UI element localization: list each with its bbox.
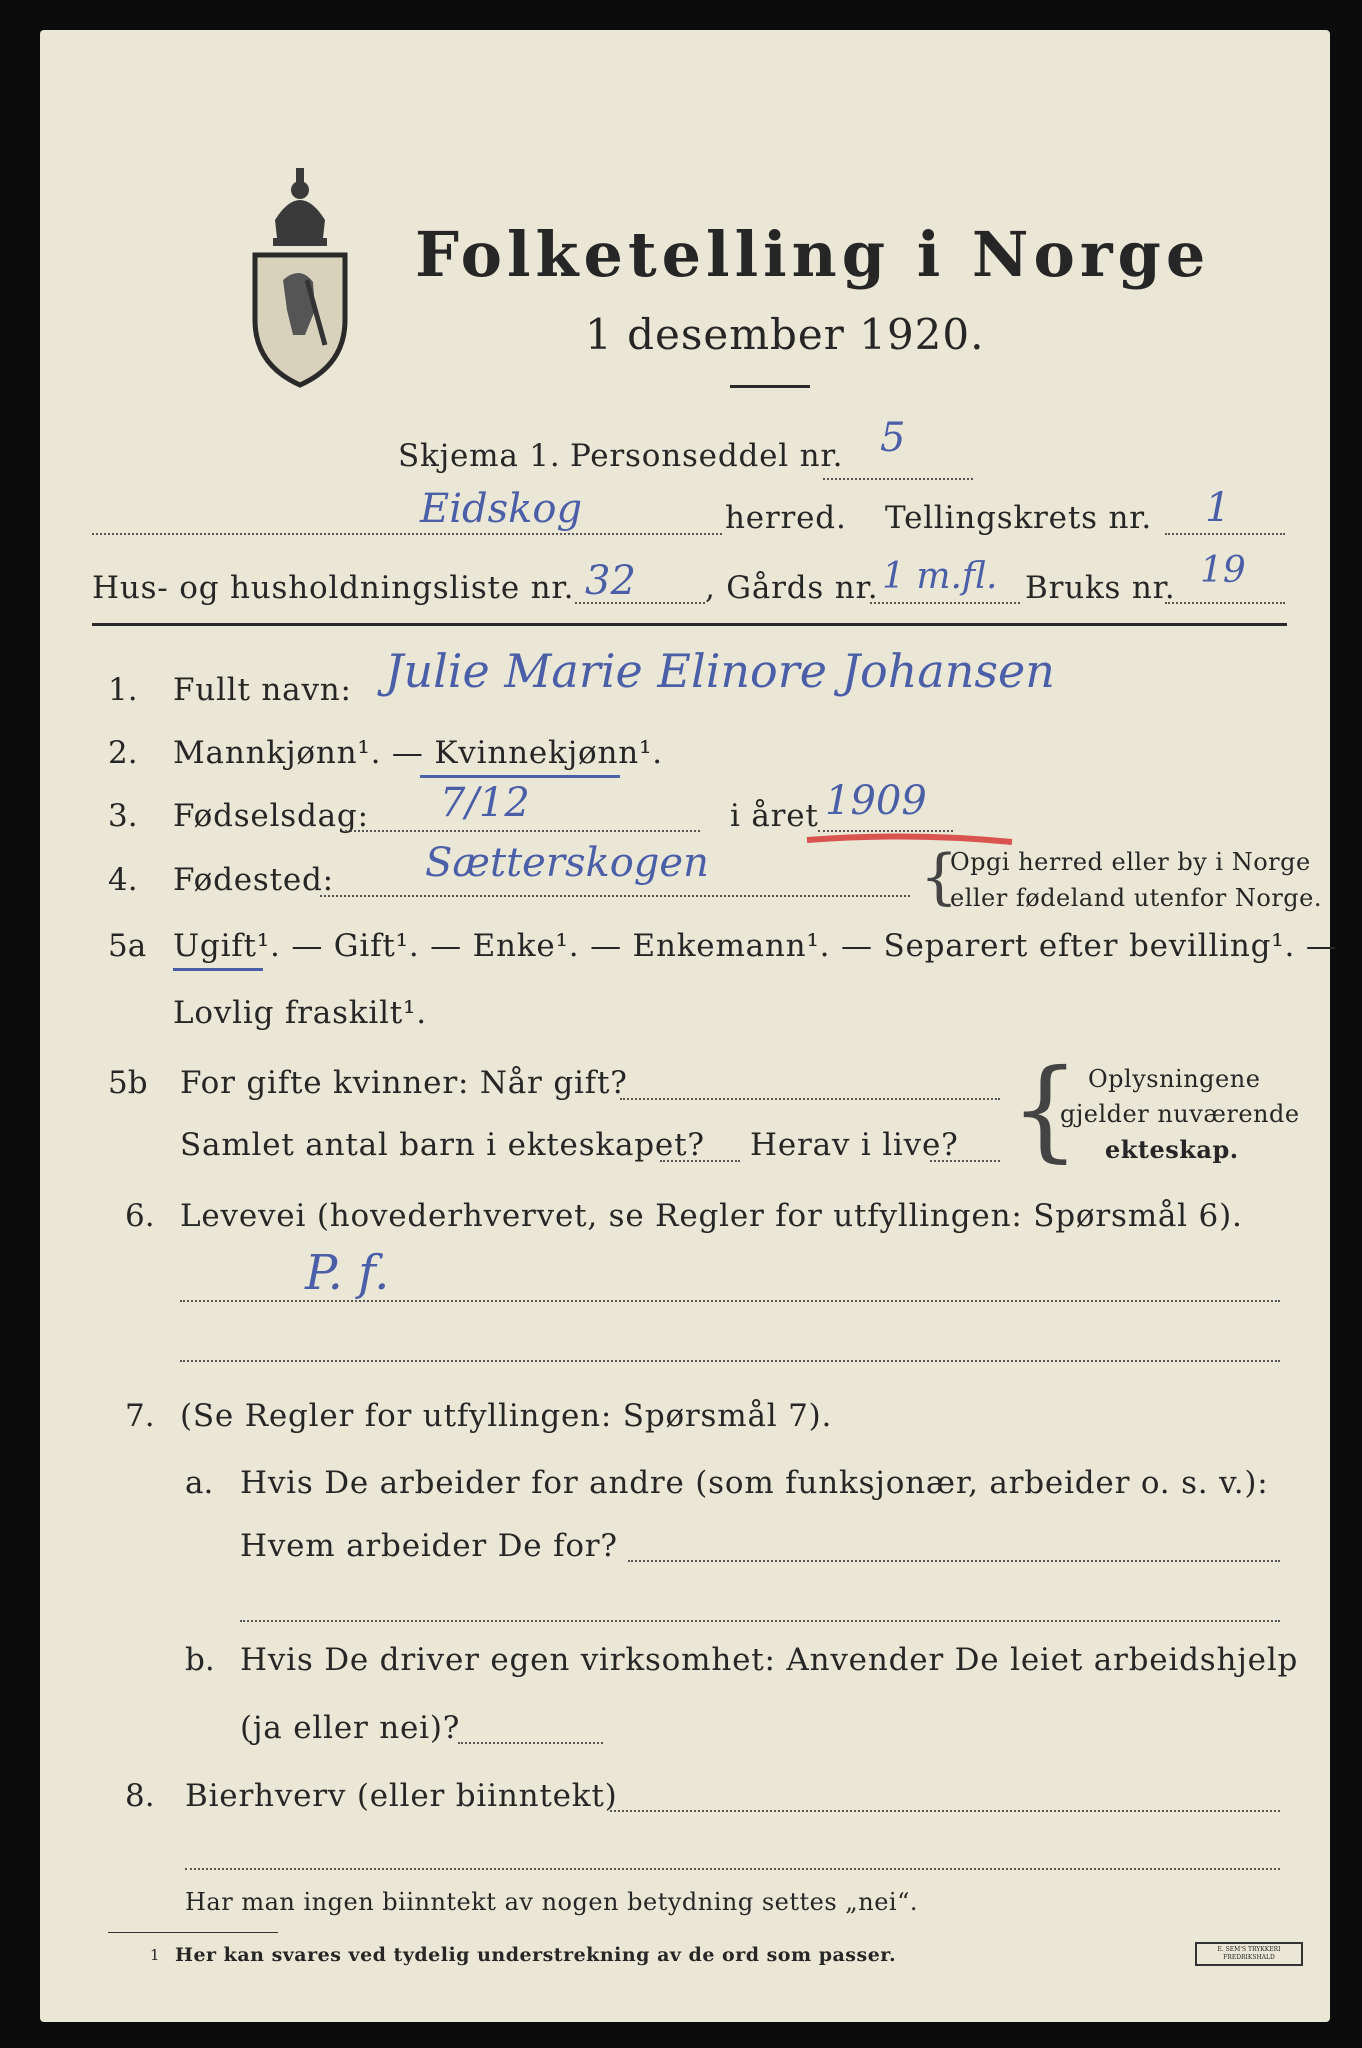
- birthplace-brace: {: [920, 842, 959, 912]
- hus-label: Hus- og husholdningsliste nr.: [92, 570, 575, 606]
- q4-number: 4.: [108, 862, 138, 898]
- footnote-mark: 1: [150, 1946, 160, 1964]
- occupation-field-line-2: [180, 1360, 1280, 1362]
- herred-value[interactable]: Eidskog: [420, 486, 583, 532]
- q3-label: Fødselsdag:: [173, 798, 369, 834]
- printer-stamp: E. SEM'S TRYKKERI FREDRIKSHALD: [1195, 1942, 1303, 1966]
- q7a-letter: a.: [185, 1465, 214, 1501]
- employer-field-line-1: [628, 1560, 1280, 1562]
- marriage-brace: {: [1010, 1045, 1080, 1173]
- q1-number: 1.: [108, 672, 138, 708]
- tellingskrets-value[interactable]: 1: [1205, 485, 1231, 531]
- q8-number: 8.: [125, 1778, 155, 1814]
- q4-label: Fødested:: [173, 862, 334, 898]
- children-count-field-line: [660, 1160, 740, 1162]
- q5a-line1: Ugift¹. — Gift¹. — Enke¹. — Enkemann¹. — Separert efter bevilling¹. —: [173, 928, 1338, 964]
- ugift-underline: [173, 968, 263, 971]
- q7b-line2: (ja eller nei)?: [240, 1710, 461, 1746]
- children-alive-field-line: [930, 1160, 1000, 1162]
- q7-label: (Se Regler for utfyllingen: Spørsmål 7).: [180, 1398, 833, 1434]
- q7a-line1: Hvis De arbeider for andre (som funksjonær, arbeider o. s. v.):: [240, 1465, 1269, 1501]
- employer-field-line-2: [240, 1620, 1280, 1622]
- no-income-note: Har man ingen biinntekt av nogen betydning settes „nei“.: [185, 1888, 918, 1916]
- birthplace-note-line1: Opgi herred eller by i Norge: [950, 848, 1311, 876]
- birthday-field-line: [345, 830, 700, 832]
- footnote-text: Her kan svares ved tydelig understrekning av de ord som passer.: [175, 1944, 897, 1966]
- red-pencil-underline: [802, 830, 1022, 850]
- personseddel-value[interactable]: 5: [880, 415, 906, 461]
- occupation-value[interactable]: P. f.: [305, 1245, 390, 1301]
- gards-field-line: [870, 602, 1020, 604]
- q7b-line1: Hvis De driver egen virksomhet: Anvender De leiet arbeidshjelp: [240, 1642, 1299, 1678]
- q1-label: Fullt navn:: [173, 672, 352, 708]
- birth-year-label: i året: [730, 798, 819, 834]
- full-name-value[interactable]: Julie Marie Elinore Johansen: [385, 644, 1055, 698]
- q8-label: Bierhverv (eller biinntekt): [185, 1778, 618, 1814]
- q5b-line2b: Herav i live?: [750, 1127, 959, 1163]
- q7a-line2: Hvem arbeider De for?: [240, 1528, 618, 1564]
- q7b-letter: b.: [185, 1642, 215, 1678]
- q2-label: Mannkjønn¹. — Kvinnekjønn¹.: [173, 735, 663, 771]
- q5b-line1: For gifte kvinner: Når gift?: [180, 1065, 628, 1101]
- herred-field-line: [92, 533, 722, 535]
- gards-label: , Gårds nr.: [705, 570, 879, 606]
- bruks-value[interactable]: 19: [1200, 550, 1246, 591]
- bruks-label: Bruks nr.: [1025, 570, 1176, 606]
- skjema-label: Skjema 1.: [398, 438, 561, 474]
- tellingskrets-label: Tellingskrets nr.: [885, 500, 1153, 536]
- census-date: 1 desember 1920.: [585, 310, 985, 359]
- q3-number: 3.: [108, 798, 138, 834]
- tellingskrets-field-line: [1165, 533, 1285, 535]
- q5a-line2: Lovlig fraskilt¹.: [173, 995, 427, 1031]
- personseddel-field-line: [823, 478, 973, 480]
- q6-number: 6.: [125, 1198, 155, 1234]
- title-divider: [730, 385, 810, 388]
- occupation-field-line-1: [180, 1300, 1280, 1302]
- q2-number: 2.: [108, 735, 138, 771]
- birthplace-field-line: [320, 895, 910, 897]
- census-form: [40, 30, 1338, 2022]
- q6-label: Levevei (hovederhvervet, se Regler for utfyllingen: Spørsmål 6).: [180, 1198, 1243, 1234]
- marriage-note-line2: gjelder nuværende: [1060, 1100, 1300, 1128]
- side-income-field-line-1: [610, 1810, 1280, 1812]
- header-section-rule: [92, 623, 1287, 626]
- married-when-field-line: [620, 1098, 1000, 1100]
- birthplace-note-line2: eller fødeland utenfor Norge.: [950, 884, 1323, 912]
- birthplace-value[interactable]: Sætterskogen: [425, 840, 709, 886]
- footnote-rule: [108, 1932, 278, 1933]
- gards-value[interactable]: 1 m.fl.: [882, 556, 998, 597]
- personseddel-label: Personseddel nr.: [570, 438, 844, 474]
- q5b-number: 5b: [108, 1065, 148, 1101]
- form-title: Folketelling i Norge: [415, 218, 1211, 291]
- birth-year-value[interactable]: 1909: [825, 778, 927, 824]
- q5b-line2a: Samlet antal barn i ekteskapet?: [180, 1127, 705, 1163]
- birthday-value[interactable]: 7/12: [440, 780, 530, 826]
- bruks-field-line: [1165, 602, 1285, 604]
- hus-value[interactable]: 32: [585, 558, 636, 604]
- hired-help-field-line: [458, 1742, 603, 1744]
- q5a-number: 5a: [108, 928, 147, 964]
- q7-number: 7.: [125, 1398, 155, 1434]
- marriage-note-line3: ekteskap.: [1105, 1135, 1239, 1164]
- kvinnekjonn-underline: [420, 775, 620, 778]
- marriage-note-line1: Oplysningene: [1088, 1065, 1261, 1093]
- norway-coat-of-arms-icon: [245, 160, 355, 390]
- herred-label: herred.: [725, 500, 847, 536]
- side-income-field-line-2: [185, 1868, 1280, 1870]
